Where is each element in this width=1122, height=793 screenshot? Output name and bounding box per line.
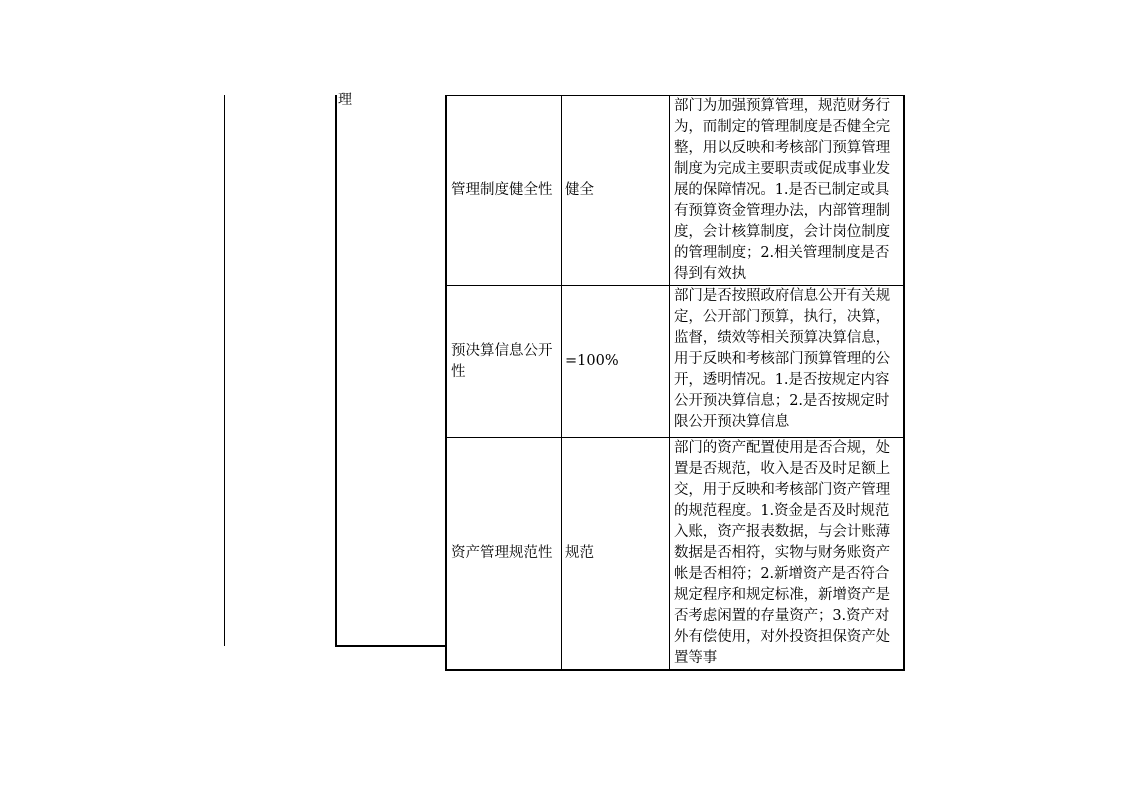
- indicator-target: 健全: [562, 96, 670, 286]
- table-row: [446, 286, 904, 438]
- left-column-rule: [224, 95, 225, 646]
- indicator-target: 规范: [562, 438, 670, 671]
- category-bottom-rule: [335, 645, 447, 647]
- indicator-description: 部门的资产配置使用是否合规，处置是否规范，收入是否及时足额上交，用于反映和考核部门资产管理的规范程度。1.资金是否及时规范入账，资产报表数据，与会计账薄数据是否相符，实物与财务账资产帐是否相符；2.新增资产是否符合规定程序和规定标准，新增资产是否考虑闲置的存量资产；3.资产对外有偿使用，对外投资担保资产处置等事: [670, 438, 905, 671]
- table-row: [446, 96, 904, 286]
- indicator-name: 管理制度健全性: [446, 96, 562, 286]
- indicator-description: 部门为加强预算管理，规范财务行为，而制定的管理制度是否健全完整，用以反映和考核部门预算管理制度为完成主要职责或促成事业发展的保障情况。1.是否已制定或具有预算资金管理办法，内部管理制度，会计核算制度，会计岗位制度的管理制度；2.相关管理制度是否得到有效执: [670, 96, 905, 286]
- indicator-table: [445, 95, 905, 671]
- indicator-target: =100%: [562, 286, 670, 438]
- category-column-rule: [335, 95, 337, 646]
- indicator-description: 部门是否按照政府信息公开有关规定，公开部门预算，执行，决算，监督，绩效等相关预算决算信息，用于反映和考核部门预算管理的公开，透明情况。1.是否按规定内容公开预决算信息；2.是否按规定时限公开预决算信息: [670, 286, 905, 438]
- table-row: [446, 438, 904, 671]
- category-label-fragment: 理: [338, 92, 352, 108]
- indicator-name: 预决算信息公开性: [446, 286, 562, 438]
- indicator-name: 资产管理规范性: [446, 438, 562, 671]
